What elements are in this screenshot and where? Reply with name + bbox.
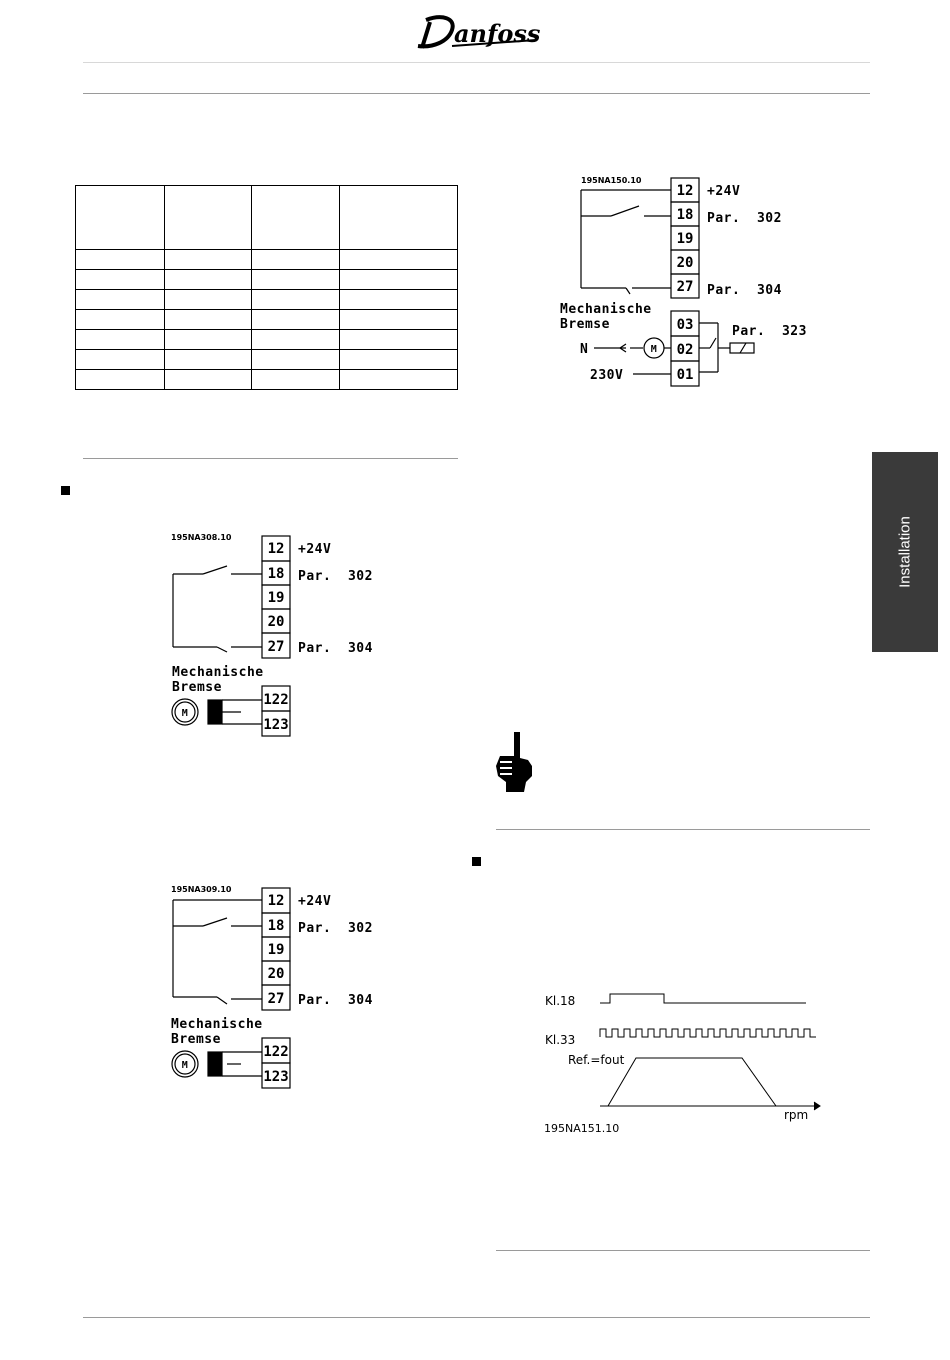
motor-icon: M — [650, 344, 658, 355]
terminal-19: 19 — [267, 590, 285, 606]
section-divider-right-bottom — [496, 1250, 870, 1251]
label-par-304: Par. 304 — [298, 641, 373, 656]
terminal-123: 123 — [263, 1069, 289, 1085]
side-tab-label: Installation — [896, 516, 914, 588]
label-24v: +24V — [298, 894, 332, 909]
terminal-20: 20 — [267, 614, 285, 630]
motor-icon: M — [181, 708, 189, 719]
terminal-18: 18 — [676, 207, 694, 223]
table-row — [76, 310, 458, 330]
danfoss-logo — [412, 10, 542, 56]
kl18-label: Kl.18 — [545, 994, 576, 1008]
brake-label-line1: Mechanische — [171, 1017, 263, 1032]
table-header-row — [76, 186, 458, 250]
ref-label: Ref.=fout — [568, 1053, 625, 1067]
terminal-12: 12 — [267, 893, 285, 909]
table-row — [76, 270, 458, 290]
label-par-304: Par. 304 — [298, 993, 373, 1008]
diagram-code: 195NA151.10 — [544, 1122, 620, 1135]
terminal-20: 20 — [676, 255, 694, 271]
table-row — [76, 250, 458, 270]
table-row — [76, 370, 458, 390]
motor-icon: M — [181, 1060, 189, 1071]
diagram-code: 195NA150.10 — [581, 176, 642, 185]
terminal-02: 02 — [676, 342, 694, 358]
terminal-18: 18 — [267, 918, 285, 934]
terminal-19: 19 — [676, 231, 694, 247]
brake-label-line2: Bremse — [171, 1032, 221, 1047]
terminal-12: 12 — [267, 541, 285, 557]
terminal-122: 122 — [263, 1044, 289, 1060]
timing-diagram — [540, 985, 830, 1140]
terminal-27: 27 — [267, 991, 285, 1007]
terminal-123: 123 — [263, 717, 289, 733]
svg-text:anfoss: anfoss — [454, 19, 541, 48]
terminal-18: 18 — [267, 566, 285, 582]
terminal-01: 01 — [676, 367, 694, 383]
terminal-03: 03 — [676, 317, 694, 333]
table-row — [76, 290, 458, 310]
header-rule — [83, 93, 870, 94]
table-row — [76, 350, 458, 370]
terminal-19: 19 — [267, 942, 285, 958]
empty-table — [75, 185, 458, 390]
diagram-code: 195NA309.10 — [171, 885, 232, 894]
kl33-label: Kl.33 — [545, 1033, 576, 1047]
brake-label-line1: Mechanische — [560, 302, 652, 317]
label-par-302: Par. 302 — [707, 211, 782, 226]
label-par-302: Par. 302 — [298, 921, 373, 936]
terminal-27: 27 — [267, 639, 285, 655]
pointing-hand-icon — [494, 730, 536, 794]
wiring-diagram-brake-1 — [165, 530, 380, 740]
section-side-tab — [872, 452, 938, 652]
brake-label-line2: Bremse — [560, 317, 610, 332]
rpm-axis-label: rpm — [784, 1108, 809, 1122]
brake-label-line2: Bremse — [172, 680, 222, 695]
label-24v: +24V — [707, 184, 741, 199]
wiring-diagram-brake-2 — [165, 882, 380, 1092]
label-par-302: Par. 302 — [298, 569, 373, 584]
wiring-diagram-relay-brake — [550, 170, 820, 395]
terminal-122: 122 — [263, 692, 289, 708]
terminal-27: 27 — [676, 279, 694, 295]
label-par-304: Par. 304 — [707, 283, 782, 298]
terminal-20: 20 — [267, 966, 285, 982]
header-rule-thin — [83, 62, 870, 63]
section-divider-right — [496, 829, 870, 830]
black-square-bullet-icon — [472, 857, 481, 866]
brake-label-line1: Mechanische — [172, 665, 264, 680]
label-par-323: Par. 323 — [732, 324, 807, 339]
footer-rule — [83, 1317, 870, 1318]
neutral-label: N — [580, 342, 589, 357]
voltage-label: 230V — [590, 368, 624, 383]
black-square-bullet-icon — [61, 486, 70, 495]
diagram-code: 195NA308.10 — [171, 533, 232, 542]
terminal-12: 12 — [676, 183, 694, 199]
table-row — [76, 330, 458, 350]
label-24v: +24V — [298, 542, 332, 557]
section-divider-left — [83, 458, 458, 459]
